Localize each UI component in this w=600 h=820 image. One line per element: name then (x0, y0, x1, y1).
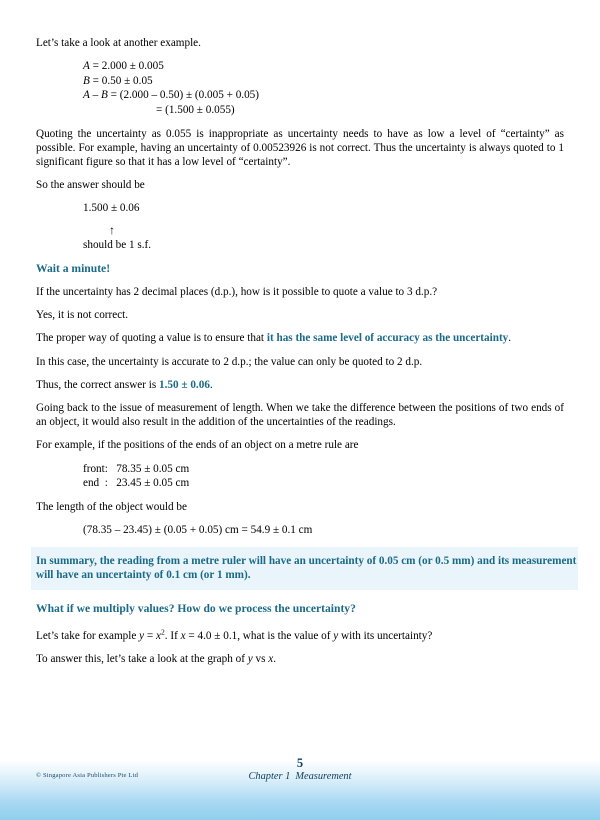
paragraph-quoting-uncertainty: Quoting the uncertainty as 0.055 is inappropriate as uncertainty needs to have as low a level of “certainty” as possible. For example, having an uncertainty of 0.00523926 is not correct. Thus the uncertainty is always quoted to 1 significant figure so that it has a low level of “certainty”. (36, 127, 564, 168)
variable-x-2: x (180, 629, 186, 642)
measurement-front: front: 78.35 ± 0.05 cm (83, 462, 190, 475)
proper-way-suffix: . (508, 332, 512, 345)
equation-length-result: (78.35 – 23.45) ± (0.05 + 0.05) cm = 54.9 ± 0.1 cm (83, 524, 313, 536)
equation-minus-sign: – (89, 89, 102, 102)
page-footer (0, 750, 600, 820)
variable-y-3: y (247, 652, 253, 665)
equation-line-b (83, 74, 564, 89)
summary-callout-box: In summary, the reading from a metre ruler will have an uncertainty of 0.05 cm (or 0.5 mm) and its measurement will have an uncertainty of 0.1 cm (or 1 mm). (31, 547, 578, 590)
intro-paragraph: Let’s take a look at another example. (36, 37, 201, 49)
answer-value: 1.500 ± 0.06 (83, 202, 140, 215)
equation-block-subtraction (36, 59, 564, 117)
heading-wait-a-minute: Wait a minute! (36, 261, 111, 275)
equation-line-a-minus-b (83, 88, 564, 103)
chapter-number: Chapter 1 (248, 771, 291, 782)
variable-a-2: A (83, 89, 90, 102)
chapter-title: Measurement (295, 771, 352, 782)
lets-take-suffix: with its uncertainty? (338, 629, 433, 642)
footer-inner (0, 750, 600, 820)
equation-b-rest: = 0.50 ± 0.05 (89, 74, 153, 87)
to-answer-vs: vs (252, 652, 269, 665)
lets-take-prefix: Let’s take for example (36, 629, 140, 642)
to-answer-suffix: . (273, 652, 277, 665)
variable-x: x (156, 629, 161, 642)
page-number: 5 (296, 756, 304, 770)
arrow-annotation (36, 224, 564, 237)
paragraph-in-this-case: In this case, the uncertainty is accurate to 2 d.p.; the value can only be quoted to 2 d.p. (36, 355, 423, 368)
paragraph-so-answer: So the answer should be (36, 179, 145, 192)
variable-y-2: y (333, 629, 339, 642)
up-arrow-icon: ↑ (109, 222, 115, 237)
thus-prefix: Thus, the correct answer is (36, 378, 160, 391)
lets-take-value: = 4.0 ± 0.1, what is the value of (185, 629, 334, 642)
paragraph-for-example-metre-rule: For example, if the positions of the ends of an object on a metre rule are (36, 439, 359, 452)
equation-ab-rest: = (2.000 – 0.50) ± (0.005 + 0.05) (107, 89, 260, 102)
variable-y: y (139, 629, 145, 642)
exponent-two: 2 (160, 627, 165, 637)
equation-line-a (83, 59, 564, 74)
paragraph-lets-take-example (36, 629, 564, 643)
paragraph-length-would-be: The length of the object would be (36, 500, 187, 513)
to-answer-prefix: To answer this, let’s take a look at the graph of (36, 652, 248, 665)
paragraph-proper-way (36, 331, 564, 345)
page-content (36, 36, 577, 675)
variable-b-2: B (101, 89, 108, 102)
heading-multiply-values: What if we multiply values? How do we process the uncertainty? (36, 601, 356, 615)
chapter-footer-label (0, 771, 600, 782)
answer-value-block (36, 201, 564, 216)
thus-answer-value: 1.50 ± 0.06 (159, 378, 210, 391)
measurement-readings-block (36, 462, 564, 491)
lets-take-mid: . If (164, 629, 181, 642)
equation-block-length (36, 523, 564, 538)
variable-b: B (83, 74, 90, 87)
variable-x-3: x (268, 652, 274, 665)
paragraph-going-back: Going back to the issue of measurement of length. When we take the difference between the positions of two ends of an object, it would also result in the addition of the uncertainties of the readings. (36, 402, 564, 429)
paragraph-if-uncertainty: If the uncertainty has 2 decimal places (d.p.), how is it possible to quote a value to 3 d.p.? (36, 285, 438, 298)
paragraph-thus-correct-answer (36, 378, 564, 392)
paragraph-yes-not-correct: Yes, it is not correct. (36, 309, 129, 322)
equation-a-rest: = 2.000 ± 0.005 (89, 60, 164, 73)
proper-way-prefix: The proper way of quoting a value is to ensure that (36, 332, 267, 345)
copyright-notice: © Singapore Asia Publishers Pte Ltd (36, 772, 139, 779)
lets-take-equals: = (144, 629, 157, 642)
equation-line-result: = (1.500 ± 0.055) (156, 103, 235, 116)
paragraph-to-answer-graph (36, 652, 564, 666)
should-be-sf-note: should be 1 s.f. (83, 238, 152, 251)
proper-way-emphasis: it has the same level of accuracy as the uncertainty (266, 332, 509, 345)
variable-a: A (83, 60, 90, 73)
thus-suffix: . (209, 378, 213, 391)
measurement-end: end : 23.45 ± 0.05 cm (83, 477, 190, 490)
